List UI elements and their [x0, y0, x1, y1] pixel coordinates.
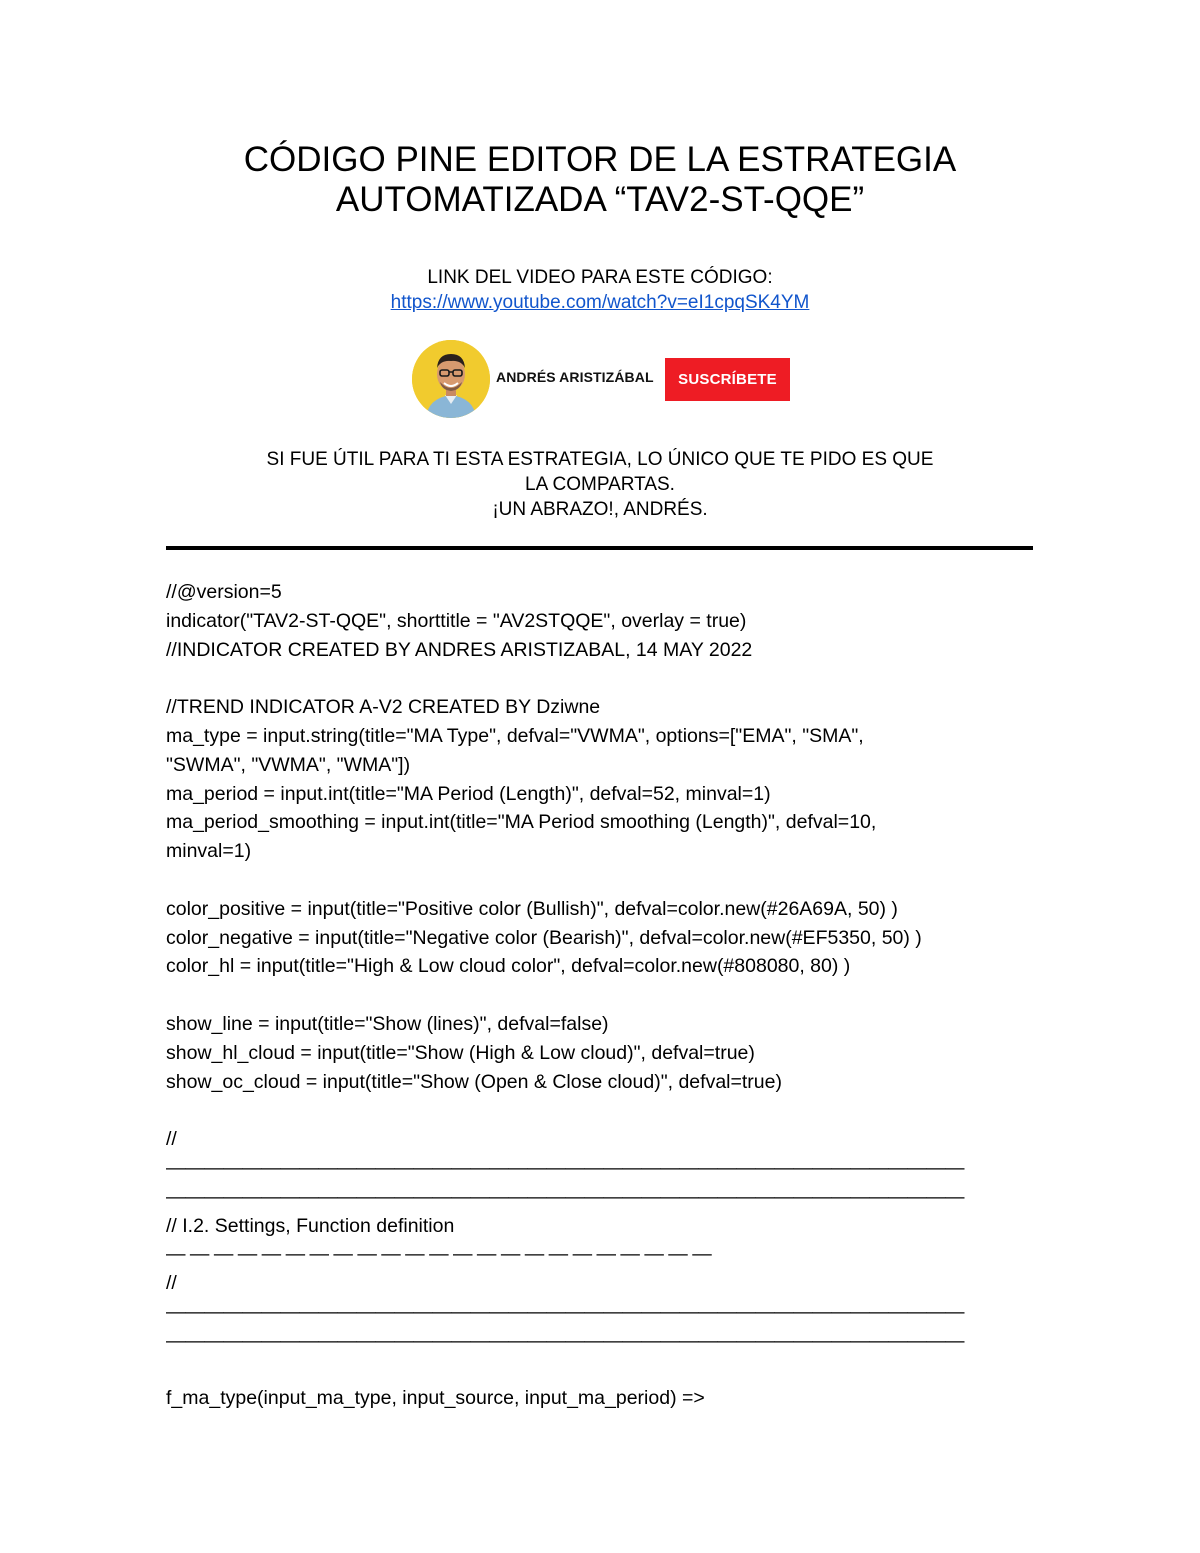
avatar: [412, 340, 490, 418]
code-line: ma_period_smoothing = input.int(title="MA Period smoothing (Length)", defval=10,: [166, 811, 877, 834]
code-line: show_line = input(title="Show (lines)", defval=false): [166, 1012, 609, 1035]
code-line: [166, 664, 1036, 693]
title-line-1: CÓDIGO PINE EDITOR DE LA ESTRATEGIA: [243, 140, 957, 179]
title-line-2: AUTOMATIZADA “TAV2-ST-QQE”: [335, 180, 865, 219]
code-line: [166, 866, 1036, 895]
code-line: ma_period = input.int(title="MA Period (Length)", defval=52, minval=1): [166, 782, 771, 805]
video-link-container: [150, 290, 1050, 315]
code-line: [166, 1096, 1036, 1125]
code-line: ma_type = input.string(title="MA Type", defval="VWMA", options=["EMA", "SMA",: [166, 724, 864, 747]
channel-banner: [410, 340, 790, 420]
message-line-3: ¡UN ABRAZO!, ANDRÉS.: [492, 499, 708, 520]
code-line: // I.2. Settings, Function definition: [166, 1214, 455, 1237]
code-line: ——————————————————————————————————————————: [166, 1329, 964, 1352]
code-line: ——————————————————————————————————————————: [166, 1300, 964, 1323]
document-title: [150, 140, 1050, 220]
code-line: color_hl = input(title="High & Low cloud color", defval=color.new(#808080, 80) ): [166, 955, 851, 978]
code-line: f_ma_type(input_ma_type, input_source, input_ma_period) =>: [166, 1387, 705, 1410]
code-line: ——————————————————————————————————————————: [166, 1156, 964, 1179]
code-listing: [166, 578, 1036, 1413]
code-line: //: [166, 1272, 177, 1295]
closing-message: [150, 447, 1050, 522]
code-line: show_oc_cloud = input(title="Show (Open & Close cloud)", defval=true): [166, 1070, 782, 1093]
code-line: color_positive = input(title="Positive color (Bullish)", defval=color.new(#26A69A, 50) ): [166, 897, 898, 920]
code-line: minval=1): [166, 840, 252, 863]
message-line-2: LA COMPARTAS.: [525, 474, 675, 495]
horizontal-divider: [166, 546, 1033, 550]
message-line-1: SI FUE ÚTIL PARA TI ESTA ESTRATEGIA, LO ÚNICO QUE TE PIDO ES QUE: [266, 449, 934, 470]
person-avatar-icon: [412, 340, 490, 418]
code-line: //INDICATOR CREATED BY ANDRES ARISTIZABAL, 14 MAY 2022: [166, 638, 753, 661]
code-line: — — — — — — — — — — — — — — — — — — — — — — —: [166, 1243, 712, 1266]
code-line: ——————————————————————————————————————————: [166, 1185, 964, 1208]
video-link-label: LINK DEL VIDEO PARA ESTE CÓDIGO:: [427, 267, 773, 288]
code-line: color_negative = input(title="Negative color (Bearish)", defval=color.new(#EF5350, 50) ): [166, 926, 922, 949]
code-line: [166, 981, 1036, 1010]
code-line: [166, 1356, 1036, 1385]
code-line: //: [166, 1128, 177, 1151]
subscribe-button[interactable]: SUSCRÍBETE: [665, 358, 790, 401]
code-line: //@version=5: [166, 581, 282, 603]
video-link[interactable]: https://www.youtube.com/watch?v=eI1cpqSK4YM: [390, 292, 810, 313]
code-line: indicator("TAV2-ST-QQE", shorttitle = "AV2STQQE", overlay = true): [166, 609, 747, 632]
code-line: //TREND INDICATOR A-V2 CREATED BY Dziwne: [166, 696, 601, 719]
code-line: "SWMA", "VWMA", "WMA"]): [166, 753, 411, 776]
channel-name: ANDRÉS ARISTIZÁBAL: [496, 369, 654, 385]
code-line: show_hl_cloud = input(title="Show (High & Low cloud)", defval=true): [166, 1041, 755, 1064]
